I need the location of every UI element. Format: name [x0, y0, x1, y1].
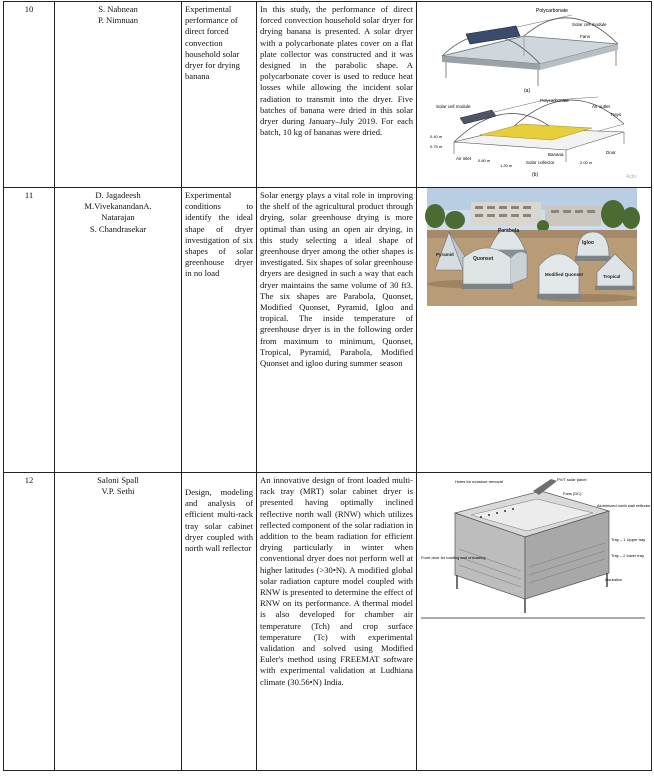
figure-label: (b)	[532, 172, 539, 178]
figure-cell	[417, 188, 652, 473]
row-number: 12	[4, 473, 55, 771]
figure-label: PV/T solar panel	[557, 477, 587, 482]
dryer-label-parabola: Parabola	[498, 228, 520, 234]
figure-label: Activ	[626, 174, 637, 180]
figure-dimension: 2.00 m	[580, 160, 593, 165]
author-name: V.P. Sethi	[101, 486, 135, 497]
row-number: 11	[4, 188, 55, 473]
dryer-wireframe-b	[430, 97, 637, 180]
author-name: D. Jagadeesh	[95, 190, 141, 200]
figure-label: Solar cell module	[572, 22, 607, 27]
figure-label: Front door for loading and unloading	[421, 555, 486, 560]
table-row	[4, 2, 652, 188]
figure-label: Insulation	[605, 577, 623, 582]
authors-cell	[55, 188, 182, 473]
paper-title: Experimental performance of direct forced convection household solar dryer for drying banana	[182, 2, 257, 188]
author-name: S. Nabnean	[98, 4, 138, 14]
dryer-label-quonset: Quonset	[473, 256, 494, 262]
greenhouse-dryers-photo	[427, 188, 637, 306]
authors-cell	[55, 473, 182, 771]
figure-label: Polycarbonate	[540, 98, 569, 103]
paper-abstract: An innovative design of front loaded multi-rack tray (MRT) solar cabinet dryer is presented having optimally inclined reflective north wall (RNW) which utilizes reflected component of the solar radiation in addition to the beam radiation for efficient drying particularly in winter when conventional dryer does not perform well at higher latitudes (>30•N). A modified global solar radiation capture model coupled with RNW is presented to determine the effect of RNW on its performance. A thermal model is also developed for chamber air temperature (Tch) and crop surface temperature (Tc) with experimental validation and solved using Modified Euler's method using FREEMAT software with experimental validation at Ludhiana climate (30.56•N) India.	[257, 473, 417, 771]
dryer-label-modified-quonset: Modified Quonset	[545, 272, 583, 277]
paper-title: Experimental conditions to identify the ideal shape of dryer investigation of six shapes of solar greenhouse dryer in no load	[182, 188, 257, 473]
paper-title: Design, modeling and analysis of efficient multi-rack tray solar cabinet dryer coupled with north wall reflector	[182, 473, 257, 771]
figure-label: Door	[606, 150, 616, 155]
literature-table	[3, 1, 652, 771]
authors-cell	[55, 2, 182, 188]
figure-label: Air inlet	[456, 156, 472, 161]
dryer-perspective-a	[442, 8, 618, 94]
figure-label: (a)	[524, 88, 531, 94]
author-name: Saloni Spall	[97, 475, 139, 485]
figure-label: Aluminized north wall reflector	[597, 503, 651, 508]
figure-label: Trays	[610, 112, 622, 117]
dryer-label-igloo: Igloo	[582, 240, 594, 246]
author-name: Natarajan	[101, 212, 135, 223]
figure-label: Banana	[548, 152, 564, 157]
dryer-label-pyramid: Pyramid	[436, 252, 454, 257]
figure-label: Air outlet	[592, 104, 610, 109]
figure-dimension: 0.80 m	[478, 158, 491, 163]
figure-label: Solar cell module	[436, 104, 471, 109]
figure-dimension: 1.20 m	[500, 163, 513, 168]
row-number: 10	[4, 2, 55, 188]
author-name: S. Chandrasekar	[89, 223, 147, 234]
figure-label: Fans (DC)	[563, 491, 582, 496]
cabinet-dryer-figure	[421, 475, 651, 621]
dryer-label-tropical: Tropical	[603, 274, 621, 279]
figure-dimension: 0.40 m	[430, 134, 443, 139]
author-name: P. Nimnuan	[97, 15, 139, 26]
table-row	[4, 188, 652, 473]
figure-label: Tray – 2 lower tray	[611, 553, 644, 558]
paper-abstract: Solar energy plays a vital role in improving the shelf of the agricultural product through drying, solar greenhouse drying is more optimal than using an open air drying, in this study selecting a ideal shape of greenhouse dryer among the other shapes is investigated. Six shapes of solar greenhouse dryers are designed in such a way that each dryer maintains the same volume of 30 ft3. The six shapes are Parabola, Quonset, Modified Quonset, Pyramid, Igloo and tropical. The inside temperature of greenhouse dryer is in the following order from maximum to minimum, Quonset, Tropical, Pyramid, Parabola, Modified Quonset and igloo during summer season	[257, 188, 417, 473]
figure-label: Tray – 1 Upper tray	[611, 537, 646, 542]
paper-abstract: In this study, the performance of direct forced convection household solar dryer for drying banana is presented. A solar dryer with a polycarbonate plates cover on a flat plate collector was constructed and it was designed in the parabolic shape. A polycarbonate cover is used to reduce heat losses while allowing the incident solar radiation to transmit into the dryer. Five batches of banana were dried in this solar dryer during January–July 2019. For each batch, 10 kg of bananas were dried.	[257, 2, 417, 188]
parabolic-dryer-figure	[420, 4, 642, 182]
figure-label: Holes for moisture removal	[455, 479, 503, 484]
table-row	[4, 473, 652, 771]
figure-label: Solar collector	[526, 160, 555, 165]
figure-cell	[417, 2, 652, 188]
figure-label: Polycarbonate	[536, 8, 568, 14]
author-name: M.VivekanandanA.	[84, 201, 152, 212]
figure-cell	[417, 473, 652, 771]
figure-dimension: 0.75 m	[430, 144, 443, 149]
figure-label: Fans	[580, 34, 591, 39]
